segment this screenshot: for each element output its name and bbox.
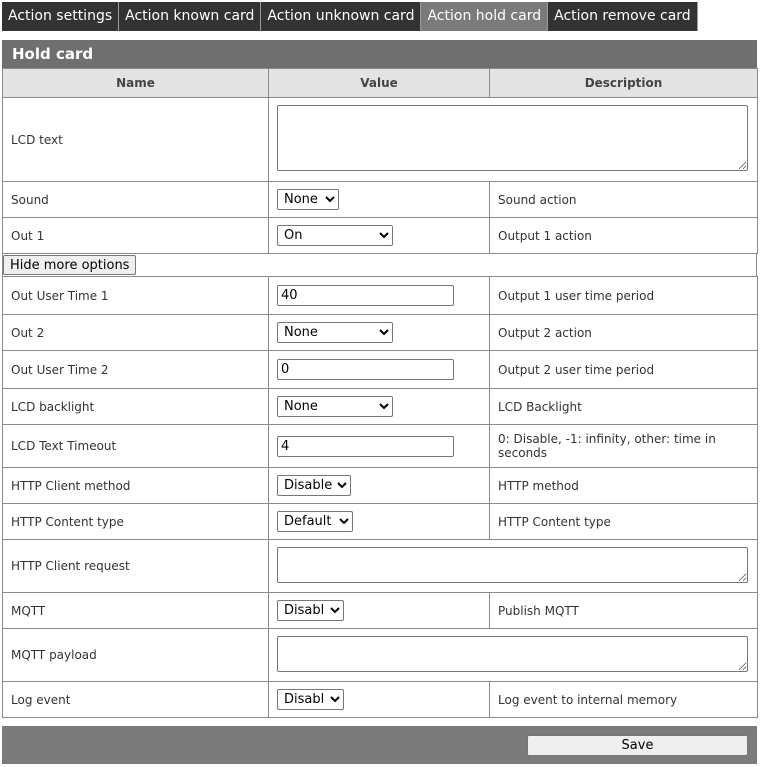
value-cell <box>269 218 490 254</box>
out2-select[interactable] <box>277 322 393 343</box>
hold-card-panel <box>2 40 757 718</box>
table-row <box>3 425 758 468</box>
table-header-row <box>3 69 758 98</box>
row-label: Sound <box>3 182 269 218</box>
mqtt-payload-textarea[interactable] <box>277 636 748 672</box>
value-cell <box>269 468 490 504</box>
tab-bar <box>2 2 691 31</box>
row-description: Output 1 user time period <box>490 277 758 315</box>
table-row <box>3 593 758 629</box>
value-cell <box>269 315 490 351</box>
value-cell <box>269 98 758 182</box>
row-description: Log event to internal memory <box>490 682 758 718</box>
section-title: Hold card <box>2 40 757 68</box>
row-description: HTTP Content type <box>490 504 758 540</box>
tab-action-settings[interactable]: Action settings <box>2 2 119 31</box>
table-row <box>3 389 758 425</box>
value-cell <box>269 182 490 218</box>
out-user-time-1-input[interactable] <box>277 285 454 306</box>
settings-table <box>2 68 758 254</box>
mqtt-select[interactable] <box>277 600 344 621</box>
table-row <box>3 277 758 315</box>
table-row <box>3 629 758 682</box>
row-description: Output 2 user time period <box>490 351 758 389</box>
log-event-select[interactable] <box>277 689 344 710</box>
tab-action-hold-card[interactable]: Action hold card <box>421 2 548 31</box>
row-label: HTTP Client method <box>3 468 269 504</box>
row-description: HTTP method <box>490 468 758 504</box>
value-cell <box>269 389 490 425</box>
row-description: LCD Backlight <box>490 389 758 425</box>
value-cell <box>269 593 490 629</box>
row-label: MQTT <box>3 593 269 629</box>
http-content-type-select[interactable] <box>277 511 353 532</box>
row-label: Out User Time 2 <box>3 351 269 389</box>
table-row <box>3 98 758 182</box>
tab-action-known-card[interactable]: Action known card <box>119 2 261 31</box>
sound-select[interactable] <box>277 189 339 210</box>
row-label: LCD text <box>3 98 269 182</box>
table-row <box>3 540 758 593</box>
row-label: LCD backlight <box>3 389 269 425</box>
value-cell <box>269 540 758 593</box>
out1-select[interactable] <box>277 225 393 246</box>
value-cell <box>269 682 490 718</box>
row-description: 0: Disable, -1: infinity, other: time in seconds <box>490 425 758 468</box>
table-row <box>3 504 758 540</box>
tab-action-remove-card[interactable]: Action remove card <box>548 2 698 31</box>
hide-more-options-button[interactable]: Hide more options <box>3 255 136 275</box>
lcd-text-timeout-input[interactable] <box>277 436 454 457</box>
row-label: Log event <box>3 682 269 718</box>
value-cell <box>269 351 490 389</box>
row-description: Output 1 action <box>490 218 758 254</box>
row-label: Out 1 <box>3 218 269 254</box>
column-header-value: Value <box>269 69 490 98</box>
row-label: HTTP Content type <box>3 504 269 540</box>
lcd-backlight-select[interactable] <box>277 396 393 417</box>
row-description: Publish MQTT <box>490 593 758 629</box>
row-label: Out 2 <box>3 315 269 351</box>
row-description: Output 2 action <box>490 315 758 351</box>
row-description: Sound action <box>490 182 758 218</box>
table-row <box>3 682 758 718</box>
more-options-row <box>2 254 757 276</box>
table-row <box>3 351 758 389</box>
footer-bar <box>2 726 757 764</box>
http-client-method-select[interactable] <box>277 475 351 496</box>
table-row <box>3 315 758 351</box>
value-cell <box>269 277 490 315</box>
column-header-name: Name <box>3 69 269 98</box>
http-client-request-textarea[interactable] <box>277 547 748 583</box>
value-cell <box>269 629 758 682</box>
lcd-text-textarea[interactable] <box>277 105 748 171</box>
table-row <box>3 182 758 218</box>
row-label: Out User Time 1 <box>3 277 269 315</box>
row-label: LCD Text Timeout <box>3 425 269 468</box>
row-label: HTTP Client request <box>3 540 269 593</box>
column-header-description: Description <box>490 69 758 98</box>
out-user-time-2-input[interactable] <box>277 359 454 380</box>
table-row <box>3 218 758 254</box>
save-button[interactable]: Save <box>527 735 748 756</box>
row-label: MQTT payload <box>3 629 269 682</box>
more-options-table <box>2 276 758 718</box>
table-row <box>3 468 758 504</box>
value-cell <box>269 504 490 540</box>
tab-action-unknown-card[interactable]: Action unknown card <box>261 2 421 31</box>
value-cell <box>269 425 490 468</box>
